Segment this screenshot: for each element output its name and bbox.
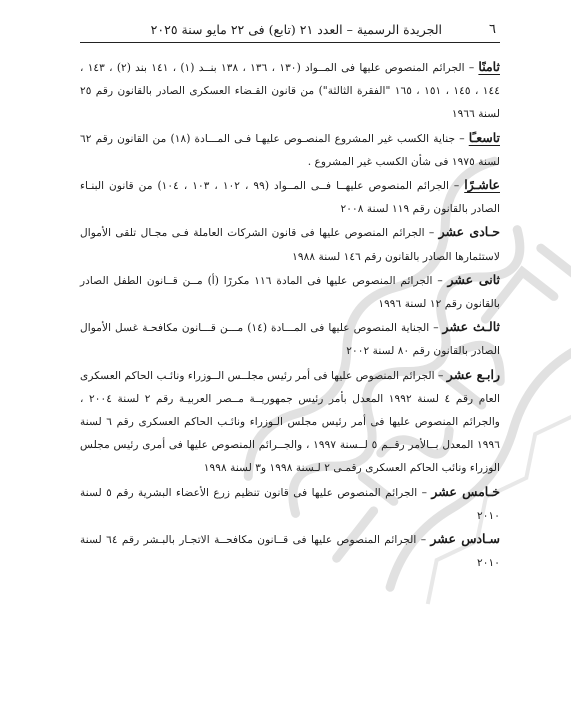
list-item bbox=[80, 363, 500, 480]
item-term: ثالـث عشر bbox=[442, 319, 500, 335]
item-text: – الجرائم المنصوص عليها فى قانون الشركات العاملة فـى مجـال تلقى الأموال لاستثمارها الصادر بالقانون رقم ١٤٦ لسنة ١٩٨٨ bbox=[80, 226, 500, 263]
list-item bbox=[80, 173, 500, 220]
list-item bbox=[80, 126, 500, 173]
item-text: – جناية الكسب غير المشروع المنصـوص عليهـا فـى المـــادة (١٨) من القانون رقم ٦٢ لسنة ١٩٧٥ فى شأن الكسب غير المشروع . bbox=[80, 131, 500, 168]
item-term: سـادس عشر bbox=[430, 531, 500, 547]
item-term: حـادى عشر bbox=[438, 224, 500, 240]
gazette-title: الجريدة الرسمية – العدد ٢١ (تابع) فى ٢٢ مايو سنة ٢٠٢٥ bbox=[150, 22, 442, 37]
item-term: ثامنًا bbox=[478, 59, 500, 74]
list-item bbox=[80, 527, 500, 574]
list-item bbox=[80, 220, 500, 267]
page-number: ٦ bbox=[489, 22, 496, 37]
list-item bbox=[80, 315, 500, 362]
list-item bbox=[80, 55, 500, 126]
item-text: – الجرائم المنصوص عليها فى قــانون مكافحــة الاتجـار بالبـشر رقم ٦٤ لسنة ٢٠١٠ bbox=[80, 533, 500, 570]
gazette-page bbox=[80, 18, 500, 698]
item-text: – الجناية المنصوص عليها فى المـــادة (١٤) مـــن قـــانون مكافحـة غسل الأموال الصادر بالقانون رقم ٨٠ لسنة ٢٠٠٢ bbox=[80, 321, 500, 358]
item-text: – الجرائم المنصوص عليها فى قانون تنظيم زرع الأعضاء البشرية رقم ٥ لسنة ٢٠١٠ bbox=[80, 485, 500, 522]
item-text: – الجرائم المنصوص عليها فى المادة ١١٦ مكررًا (أ) مــن قــانون الطفل الصادر بالقانون رقم ١٢ لسنة ١٩٩٦ bbox=[80, 273, 500, 311]
item-term: خـامس عشر bbox=[431, 483, 500, 499]
item-term: تاسعـًا bbox=[468, 129, 500, 145]
page-header bbox=[80, 18, 500, 43]
document-body bbox=[80, 55, 500, 574]
item-term: ثانى عشر bbox=[447, 271, 501, 287]
list-item bbox=[80, 480, 500, 527]
item-text: – الجرائم المنصوص عليها فى المــواد (١٣٠ ، ١٣٦ ، ١٣٨ بنــد (١) ، ١٤١ بند (٢) ، ١٤٣ ، ١٤٤ ، ١٤٥ ، ١٥١ ، ١٦٥ "الفقرة الثالثة") من قانون القـضاء العسكرى الصادر بالقانون رقم ٢٥ لسنة ١٩٦٦ bbox=[80, 61, 500, 121]
item-term: رابـع عشر bbox=[446, 366, 500, 382]
item-text: – الجرائم المنصوص عليهــا فــى المــواد (٩٩ ، ١٠٢ ، ١٠٣ ، ١٠٤) من قانون البنـاء الصادر بالقانون رقم ١١٩ لسنة ٢٠٠٨ bbox=[80, 179, 500, 216]
list-item bbox=[80, 268, 500, 315]
item-term: عاشـرًا bbox=[464, 177, 500, 193]
item-text: – الجرائم المنصوص عليها فى أمر رئيس مجلــس الــوزراء ونائـب الحاكم العسكرى العام رقم ٤ لسنة ١٩٩٢ المعدل بأمر رئيس جمهوريــة مــصر العربيـة رقم ٢ لسنة ٢٠٠٤ ، والجرائم المنصوص عليها فى أمر رئيس مجلس الـوزراء ونائـب الحاكم العسكرى رقم ٦ لسنة ١٩٩٦ المعدل بــالأمر رقــم ٥ لــسنة ١٩٩٧ ، والجــرائم المنصوص عليها فى أمرى رئيس مجلس الوزراء ونائب الحاكم العسكرى رقمـى ٢ لـسنة ١٩٩٨ و٣ لسنة ١٩٩٨ bbox=[80, 368, 500, 475]
